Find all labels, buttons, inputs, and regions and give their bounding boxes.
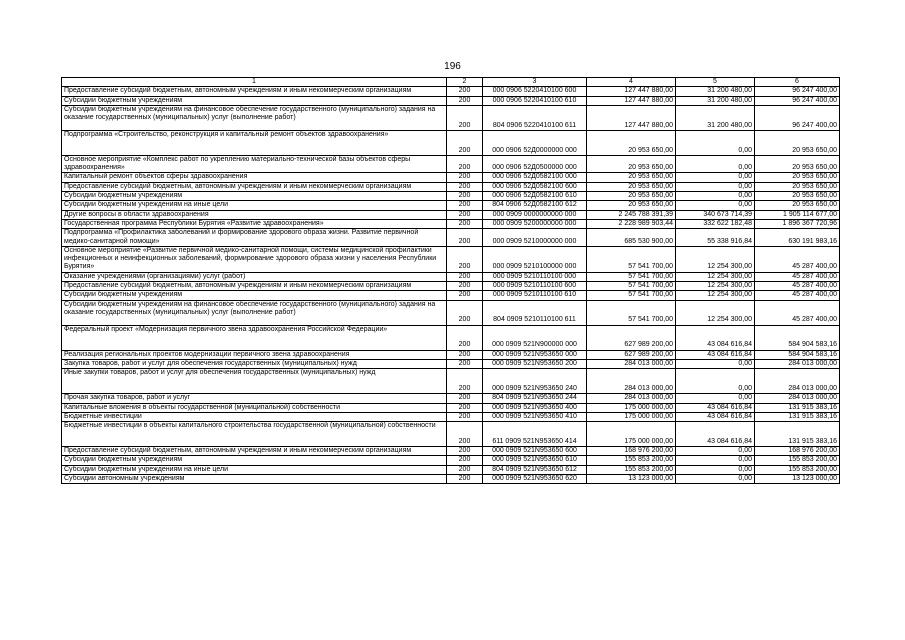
executed-amount-cell: 0,00 [676, 456, 755, 465]
header-cell-3: 3 [483, 78, 587, 87]
executed-amount-cell: 43 084 616,84 [676, 350, 755, 359]
approved-amount-cell: 13 123 000,00 [587, 475, 676, 484]
unexecuted-amount-cell: 45 287 400,00 [755, 272, 840, 281]
executed-amount-cell: 31 200 480,00 [676, 87, 755, 96]
executed-amount-cell: 55 338 916,84 [676, 229, 755, 247]
indicator-name-cell: Капитальный ремонт объектов сферы здравоохранения [62, 173, 447, 182]
indicator-name-cell: Государственная программа Республики Бурятия «Развитие здравоохранения» [62, 219, 447, 228]
budget-classification-code-cell: 000 0909 521N953650 410 [483, 412, 587, 421]
budget-classification-code-cell: 804 0906 5220410100 611 [483, 105, 587, 130]
executed-amount-cell: 0,00 [676, 173, 755, 182]
unexecuted-amount-cell: 13 123 000,00 [755, 475, 840, 484]
line-code-cell: 200 [447, 173, 483, 182]
executed-amount-cell: 43 084 616,84 [676, 422, 755, 447]
indicator-name-cell: Оказание учреждениями (организациями) услуг (работ) [62, 272, 447, 281]
header-cell-2: 2 [447, 78, 483, 87]
approved-amount-cell: 284 013 000,00 [587, 394, 676, 403]
indicator-name-cell: Подпрограмма «Профилактика заболеваний и формирование здорового образа жизни. Развитие первичной медико-санитарной помощи» [62, 229, 447, 247]
table-row [62, 229, 840, 247]
executed-amount-cell: 0,00 [676, 465, 755, 474]
unexecuted-amount-cell: 45 287 400,00 [755, 282, 840, 291]
line-code-cell: 200 [447, 210, 483, 219]
unexecuted-amount-cell: 284 013 000,00 [755, 359, 840, 368]
table-row [62, 403, 840, 412]
indicator-name-cell: Подпрограмма «Строительство, реконструкция и капитальный ремонт объектов здравоохранения» [62, 130, 447, 155]
line-code-cell: 200 [447, 403, 483, 412]
approved-amount-cell: 127 447 880,00 [587, 87, 676, 96]
budget-classification-code-cell: 000 0906 52Д0500000 000 [483, 155, 587, 173]
line-code-cell: 200 [447, 201, 483, 210]
approved-amount-cell: 2 228 989 903,44 [587, 219, 676, 228]
line-code-cell: 200 [447, 412, 483, 421]
line-code-cell: 200 [447, 155, 483, 173]
approved-amount-cell: 175 000 000,00 [587, 412, 676, 421]
executed-amount-cell: 31 200 480,00 [676, 96, 755, 105]
budget-classification-code-cell: 000 0906 5220410100 610 [483, 96, 587, 105]
unexecuted-amount-cell: 284 013 000,00 [755, 369, 840, 394]
executed-amount-cell: 332 622 182,48 [676, 219, 755, 228]
line-code-cell: 200 [447, 219, 483, 228]
budget-classification-code-cell: 000 0909 521N953650 240 [483, 369, 587, 394]
approved-amount-cell: 175 000 000,00 [587, 403, 676, 412]
indicator-name-cell: Иные закупки товаров, работ и услуг для обеспечения государственных (муниципальных) нужд [62, 369, 447, 394]
indicator-name-cell: Основное мероприятие «Развитие первичной медико-санитарной помощи, системы медицинской профилактики инфекционных и неинфекционных заболеваний, формирование здорового образа жизни у населения Республики Бурятия» [62, 246, 447, 272]
line-code-cell: 200 [447, 325, 483, 350]
executed-amount-cell: 0,00 [676, 394, 755, 403]
executed-amount-cell: 12 254 300,00 [676, 246, 755, 272]
line-code-cell: 200 [447, 105, 483, 130]
header-cell-5: 5 [676, 78, 755, 87]
budget-classification-code-cell: 000 0909 521N953650 610 [483, 456, 587, 465]
indicator-name-cell: Бюджетные инвестиции [62, 412, 447, 421]
approved-amount-cell: 20 953 650,00 [587, 182, 676, 191]
table-row [62, 300, 840, 325]
approved-amount-cell: 155 853 200,00 [587, 465, 676, 474]
budget-classification-code-cell: 000 0909 521N953650 400 [483, 403, 587, 412]
table-row [62, 96, 840, 105]
budget-classification-code-cell: 000 0909 5210000000 000 [483, 229, 587, 247]
budget-classification-code-cell: 000 0909 521N953650 620 [483, 475, 587, 484]
line-code-cell: 200 [447, 300, 483, 325]
header-cell-4: 4 [587, 78, 676, 87]
executed-amount-cell: 31 200 480,00 [676, 105, 755, 130]
line-code-cell: 200 [447, 246, 483, 272]
unexecuted-amount-cell: 284 013 000,00 [755, 394, 840, 403]
unexecuted-amount-cell: 1 905 114 677,00 [755, 210, 840, 219]
line-code-cell: 200 [447, 229, 483, 247]
budget-classification-code-cell: 000 0909 521N953650 000 [483, 350, 587, 359]
table-row [62, 325, 840, 350]
line-code-cell: 200 [447, 422, 483, 447]
line-code-cell: 200 [447, 359, 483, 368]
budget-classification-code-cell: 000 0909 5210110100 610 [483, 291, 587, 300]
indicator-name-cell: Субсидии бюджетным учреждениям на финансовое обеспечение государственного (муниципального) задания на оказание государственных (муниципальных) услуг (выполнение работ) [62, 300, 447, 325]
approved-amount-cell: 57 541 700,00 [587, 291, 676, 300]
approved-amount-cell: 2 245 788 391,39 [587, 210, 676, 219]
table-row [62, 105, 840, 130]
unexecuted-amount-cell: 45 287 400,00 [755, 246, 840, 272]
budget-classification-code-cell: 000 0909 5210110100 000 [483, 272, 587, 281]
line-code-cell: 200 [447, 192, 483, 201]
budget-classification-code-cell: 000 0909 5210100000 000 [483, 246, 587, 272]
budget-classification-code-cell: 804 0906 52Д0582100 612 [483, 201, 587, 210]
budget-classification-code-cell: 000 0909 521N953650 200 [483, 359, 587, 368]
executed-amount-cell: 0,00 [676, 447, 755, 456]
line-code-cell: 200 [447, 350, 483, 359]
approved-amount-cell: 57 541 700,00 [587, 246, 676, 272]
table-row [62, 359, 840, 368]
table-row [62, 412, 840, 421]
table-row [62, 475, 840, 484]
indicator-name-cell: Закупка товаров, работ и услуг для обеспечения государственных (муниципальных) нужд [62, 359, 447, 368]
approved-amount-cell: 168 976 200,00 [587, 447, 676, 456]
executed-amount-cell: 12 254 300,00 [676, 300, 755, 325]
executed-amount-cell: 43 084 616,84 [676, 412, 755, 421]
indicator-name-cell: Другие вопросы в области здравоохранения [62, 210, 447, 219]
table-row [62, 447, 840, 456]
unexecuted-amount-cell: 131 915 383,16 [755, 412, 840, 421]
indicator-name-cell: Субсидии бюджетным учреждениям на иные цели [62, 201, 447, 210]
indicator-name-cell: Федеральный проект «Модернизация первичного звена здравоохранения Российской Федерации» [62, 325, 447, 350]
approved-amount-cell: 627 989 200,00 [587, 325, 676, 350]
executed-amount-cell: 43 084 616,84 [676, 325, 755, 350]
indicator-name-cell: Субсидии бюджетным учреждениям [62, 96, 447, 105]
table-row [62, 173, 840, 182]
indicator-name-cell: Бюджетные инвестиции в объекты капитального строительства государственной (муниципальной) собственности [62, 422, 447, 447]
indicator-name-cell: Предоставление субсидий бюджетным, автономным учреждениям и иным некоммерческим организациям [62, 447, 447, 456]
line-code-cell: 200 [447, 182, 483, 191]
unexecuted-amount-cell: 131 915 383,16 [755, 422, 840, 447]
budget-classification-code-cell: 804 0909 521N953650 612 [483, 465, 587, 474]
approved-amount-cell: 57 541 700,00 [587, 282, 676, 291]
budget-classification-code-cell: 000 0909 5210110100 600 [483, 282, 587, 291]
table-row [62, 219, 840, 228]
header-cell-6: 6 [755, 78, 840, 87]
approved-amount-cell: 20 953 650,00 [587, 130, 676, 155]
unexecuted-amount-cell: 20 953 650,00 [755, 182, 840, 191]
executed-amount-cell: 0,00 [676, 201, 755, 210]
executed-amount-cell: 0,00 [676, 369, 755, 394]
approved-amount-cell: 627 989 200,00 [587, 350, 676, 359]
unexecuted-amount-cell: 584 904 583,16 [755, 350, 840, 359]
line-code-cell: 200 [447, 465, 483, 474]
budget-classification-code-cell: 000 0906 52Д0000000 000 [483, 130, 587, 155]
approved-amount-cell: 127 447 880,00 [587, 105, 676, 130]
line-code-cell: 200 [447, 456, 483, 465]
indicator-name-cell: Предоставление субсидий бюджетным, автономным учреждениям и иным некоммерческим организациям [62, 182, 447, 191]
line-code-cell: 200 [447, 87, 483, 96]
line-code-cell: 200 [447, 272, 483, 281]
budget-classification-code-cell: 000 0906 52Д0582100 610 [483, 192, 587, 201]
executed-amount-cell: 340 673 714,39 [676, 210, 755, 219]
executed-amount-cell: 0,00 [676, 130, 755, 155]
executed-amount-cell: 12 254 300,00 [676, 282, 755, 291]
executed-amount-cell: 0,00 [676, 359, 755, 368]
line-code-cell: 200 [447, 447, 483, 456]
executed-amount-cell: 0,00 [676, 182, 755, 191]
indicator-name-cell: Капитальные вложения в объекты государственной (муниципальной) собственности [62, 403, 447, 412]
approved-amount-cell: 127 447 880,00 [587, 96, 676, 105]
table-row [62, 155, 840, 173]
approved-amount-cell: 155 853 200,00 [587, 456, 676, 465]
table-row [62, 201, 840, 210]
table-row [62, 182, 840, 191]
unexecuted-amount-cell: 584 904 583,16 [755, 325, 840, 350]
approved-amount-cell: 284 013 000,00 [587, 359, 676, 368]
unexecuted-amount-cell: 168 976 200,00 [755, 447, 840, 456]
table-row [62, 422, 840, 447]
indicator-name-cell: Субсидии бюджетным учреждениям [62, 291, 447, 300]
unexecuted-amount-cell: 45 287 400,00 [755, 300, 840, 325]
table-row [62, 272, 840, 281]
table-row [62, 394, 840, 403]
line-code-cell: 200 [447, 394, 483, 403]
unexecuted-amount-cell: 131 915 383,16 [755, 403, 840, 412]
unexecuted-amount-cell: 155 853 200,00 [755, 456, 840, 465]
executed-amount-cell: 12 254 300,00 [676, 272, 755, 281]
budget-classification-code-cell: 000 0906 5220410100 600 [483, 87, 587, 96]
approved-amount-cell: 20 953 650,00 [587, 201, 676, 210]
line-code-cell: 200 [447, 369, 483, 394]
approved-amount-cell: 284 013 000,00 [587, 369, 676, 394]
table-row [62, 369, 840, 394]
indicator-name-cell: Субсидии бюджетным учреждениям [62, 192, 447, 201]
unexecuted-amount-cell: 20 953 650,00 [755, 192, 840, 201]
executed-amount-cell: 0,00 [676, 192, 755, 201]
budget-table [61, 77, 840, 484]
budget-classification-code-cell: 804 0909 5210110100 611 [483, 300, 587, 325]
table-row [62, 210, 840, 219]
approved-amount-cell: 175 000 000,00 [587, 422, 676, 447]
indicator-name-cell: Основное мероприятие «Комплекс работ по укреплению материально-технической базы объектов сферы здравоохранения» [62, 155, 447, 173]
approved-amount-cell: 20 953 650,00 [587, 192, 676, 201]
budget-classification-code-cell: 611 0909 521N953650 414 [483, 422, 587, 447]
approved-amount-cell: 57 541 700,00 [587, 272, 676, 281]
header-cell-1: 1 [62, 78, 447, 87]
unexecuted-amount-cell: 96 247 400,00 [755, 87, 840, 96]
unexecuted-amount-cell: 1 896 367 720,96 [755, 219, 840, 228]
budget-classification-code-cell: 000 0906 52Д0582100 600 [483, 182, 587, 191]
approved-amount-cell: 685 530 900,00 [587, 229, 676, 247]
unexecuted-amount-cell: 630 191 983,16 [755, 229, 840, 247]
line-code-cell: 200 [447, 96, 483, 105]
line-code-cell: 200 [447, 291, 483, 300]
line-code-cell: 200 [447, 475, 483, 484]
budget-classification-code-cell: 804 0909 521N953650 244 [483, 394, 587, 403]
budget-classification-code-cell: 000 0909 0000000000 000 [483, 210, 587, 219]
table-row [62, 192, 840, 201]
unexecuted-amount-cell: 20 953 650,00 [755, 201, 840, 210]
table-row [62, 291, 840, 300]
indicator-name-cell: Прочая закупка товаров, работ и услуг [62, 394, 447, 403]
unexecuted-amount-cell: 20 953 650,00 [755, 130, 840, 155]
table-row [62, 282, 840, 291]
table-row [62, 130, 840, 155]
table-row [62, 87, 840, 96]
approved-amount-cell: 57 541 700,00 [587, 300, 676, 325]
approved-amount-cell: 20 953 650,00 [587, 173, 676, 182]
indicator-name-cell: Реализация региональных проектов модернизации первичного звена здравоохранения [62, 350, 447, 359]
indicator-name-cell: Субсидии бюджетным учреждениям на иные цели [62, 465, 447, 474]
budget-classification-code-cell: 000 0909 5200000000 000 [483, 219, 587, 228]
unexecuted-amount-cell: 20 953 650,00 [755, 155, 840, 173]
approved-amount-cell: 20 953 650,00 [587, 155, 676, 173]
budget-classification-code-cell: 000 0909 521N953650 600 [483, 447, 587, 456]
indicator-name-cell: Предоставление субсидий бюджетным, автономным учреждениям и иным некоммерческим организациям [62, 282, 447, 291]
table-row [62, 350, 840, 359]
unexecuted-amount-cell: 45 287 400,00 [755, 291, 840, 300]
unexecuted-amount-cell: 20 953 650,00 [755, 173, 840, 182]
line-code-cell: 200 [447, 130, 483, 155]
table-row [62, 246, 840, 272]
indicator-name-cell: Субсидии бюджетным учреждениям [62, 456, 447, 465]
executed-amount-cell: 12 254 300,00 [676, 291, 755, 300]
executed-amount-cell: 0,00 [676, 155, 755, 173]
table-row [62, 465, 840, 474]
unexecuted-amount-cell: 96 247 400,00 [755, 105, 840, 130]
executed-amount-cell: 43 084 616,84 [676, 403, 755, 412]
table-header-row [62, 78, 840, 87]
indicator-name-cell: Субсидии бюджетным учреждениям на финансовое обеспечение государственного (муниципального) задания на оказание государственных (муниципальных) услуг (выполнение работ) [62, 105, 447, 130]
indicator-name-cell: Субсидии автономным учреждениям [62, 475, 447, 484]
budget-classification-code-cell: 000 0906 52Д0582100 000 [483, 173, 587, 182]
budget-classification-code-cell: 000 0909 521N900000 000 [483, 325, 587, 350]
unexecuted-amount-cell: 96 247 400,00 [755, 96, 840, 105]
line-code-cell: 200 [447, 282, 483, 291]
unexecuted-amount-cell: 155 853 200,00 [755, 465, 840, 474]
page-number: 196 [444, 61, 461, 72]
executed-amount-cell: 0,00 [676, 475, 755, 484]
table-row [62, 456, 840, 465]
indicator-name-cell: Предоставление субсидий бюджетным, автономным учреждениям и иным некоммерческим организациям [62, 87, 447, 96]
